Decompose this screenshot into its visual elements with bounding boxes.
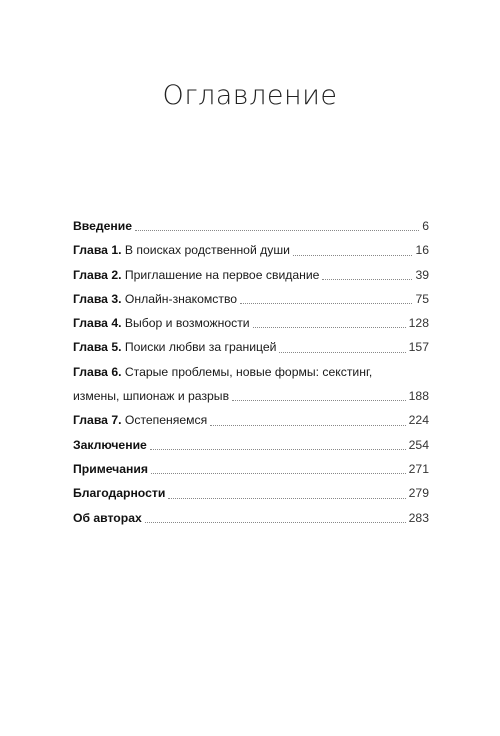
toc-entry-label: [73, 311, 250, 335]
toc-entry-chapter-4: [73, 311, 429, 335]
chapter-title-line-2: измены, шпионаж и разрыв: [73, 389, 230, 404]
dot-leader: [293, 254, 412, 256]
toc-entry-chapter-5: [73, 335, 429, 359]
dot-leader: [168, 497, 405, 499]
toc-entry-chapter-3: [73, 287, 429, 311]
toc-entry-notes: [73, 457, 429, 481]
toc-entry-label: Введение: [73, 219, 133, 233]
toc-entry-chapter-1: [73, 238, 429, 262]
toc-page-number: 279: [408, 486, 429, 501]
dot-leader: [135, 229, 419, 231]
toc-entry-label: [73, 335, 276, 359]
toc-page-number: 39: [415, 267, 429, 282]
toc-page-number: 128: [408, 316, 429, 331]
chapter-prefix: Глава 7.: [73, 413, 122, 428]
toc-page-number: 16: [415, 243, 429, 258]
chapter-title: Онлайн-знакомство: [124, 291, 238, 306]
chapter-prefix: Глава 4.: [73, 316, 122, 331]
toc-entry-acknowledgements: [73, 481, 429, 505]
dot-leader: [151, 472, 406, 474]
chapter-prefix: Глава 3.: [73, 291, 122, 306]
dot-leader: [145, 521, 406, 523]
dot-leader: [232, 399, 406, 401]
toc-page-number: 75: [415, 291, 429, 306]
chapter-prefix: Глава 5.: [73, 340, 122, 355]
toc-page-number: 224: [408, 413, 429, 428]
toc-entry-conclusion: [73, 433, 429, 457]
toc-page-number: 283: [408, 510, 429, 525]
toc-entry-label: Об авторах: [73, 510, 142, 525]
toc-entry-label: Примечания: [73, 461, 149, 476]
chapter-title: Остепеняемся: [124, 413, 208, 428]
chapter-prefix: Глава 2.: [73, 267, 122, 282]
toc-entry-line-2: [73, 384, 429, 408]
toc-entry-about-authors: [73, 506, 429, 530]
toc-entry-label: [73, 263, 319, 287]
toc-page-number: 157: [408, 340, 429, 355]
toc-entry-label-line-1: [73, 360, 429, 384]
dot-leader: [210, 424, 405, 426]
chapter-prefix: Глава 1.: [73, 243, 122, 258]
toc-entry-label: [73, 408, 207, 432]
toc-page-number: 188: [408, 389, 429, 404]
table-of-contents: [73, 214, 429, 530]
dot-leader: [150, 448, 406, 450]
toc-entry-label: [73, 238, 290, 262]
toc-entry-label: Заключение: [73, 437, 147, 452]
dot-leader: [253, 326, 406, 328]
chapter-title: Приглашение на первое свидание: [124, 267, 320, 282]
toc-page-number: 6: [422, 219, 429, 233]
chapter-title: Выбор и возможности: [124, 316, 250, 331]
page-title: Оглавление: [162, 80, 338, 111]
dot-leader: [322, 278, 412, 280]
chapter-prefix: Глава 6.: [73, 364, 122, 379]
dot-leader: [279, 351, 405, 353]
chapter-title: Поиски любви за границей: [124, 340, 277, 355]
chapter-title: В поисках родственной души: [124, 243, 290, 258]
toc-page-number: 271: [408, 461, 429, 476]
toc-entry-chapter-7: [73, 408, 429, 432]
chapter-title-line-1: Старые проблемы, новые формы: секстинг,: [124, 364, 373, 379]
toc-entry-intro: [73, 214, 429, 238]
toc-page-number: 254: [408, 437, 429, 452]
toc-entry-chapter-6: [73, 360, 429, 409]
dot-leader: [240, 302, 412, 304]
toc-entry-label: Благодарности: [73, 486, 166, 501]
toc-entry-chapter-2: [73, 263, 429, 287]
toc-entry-label: [73, 287, 237, 311]
